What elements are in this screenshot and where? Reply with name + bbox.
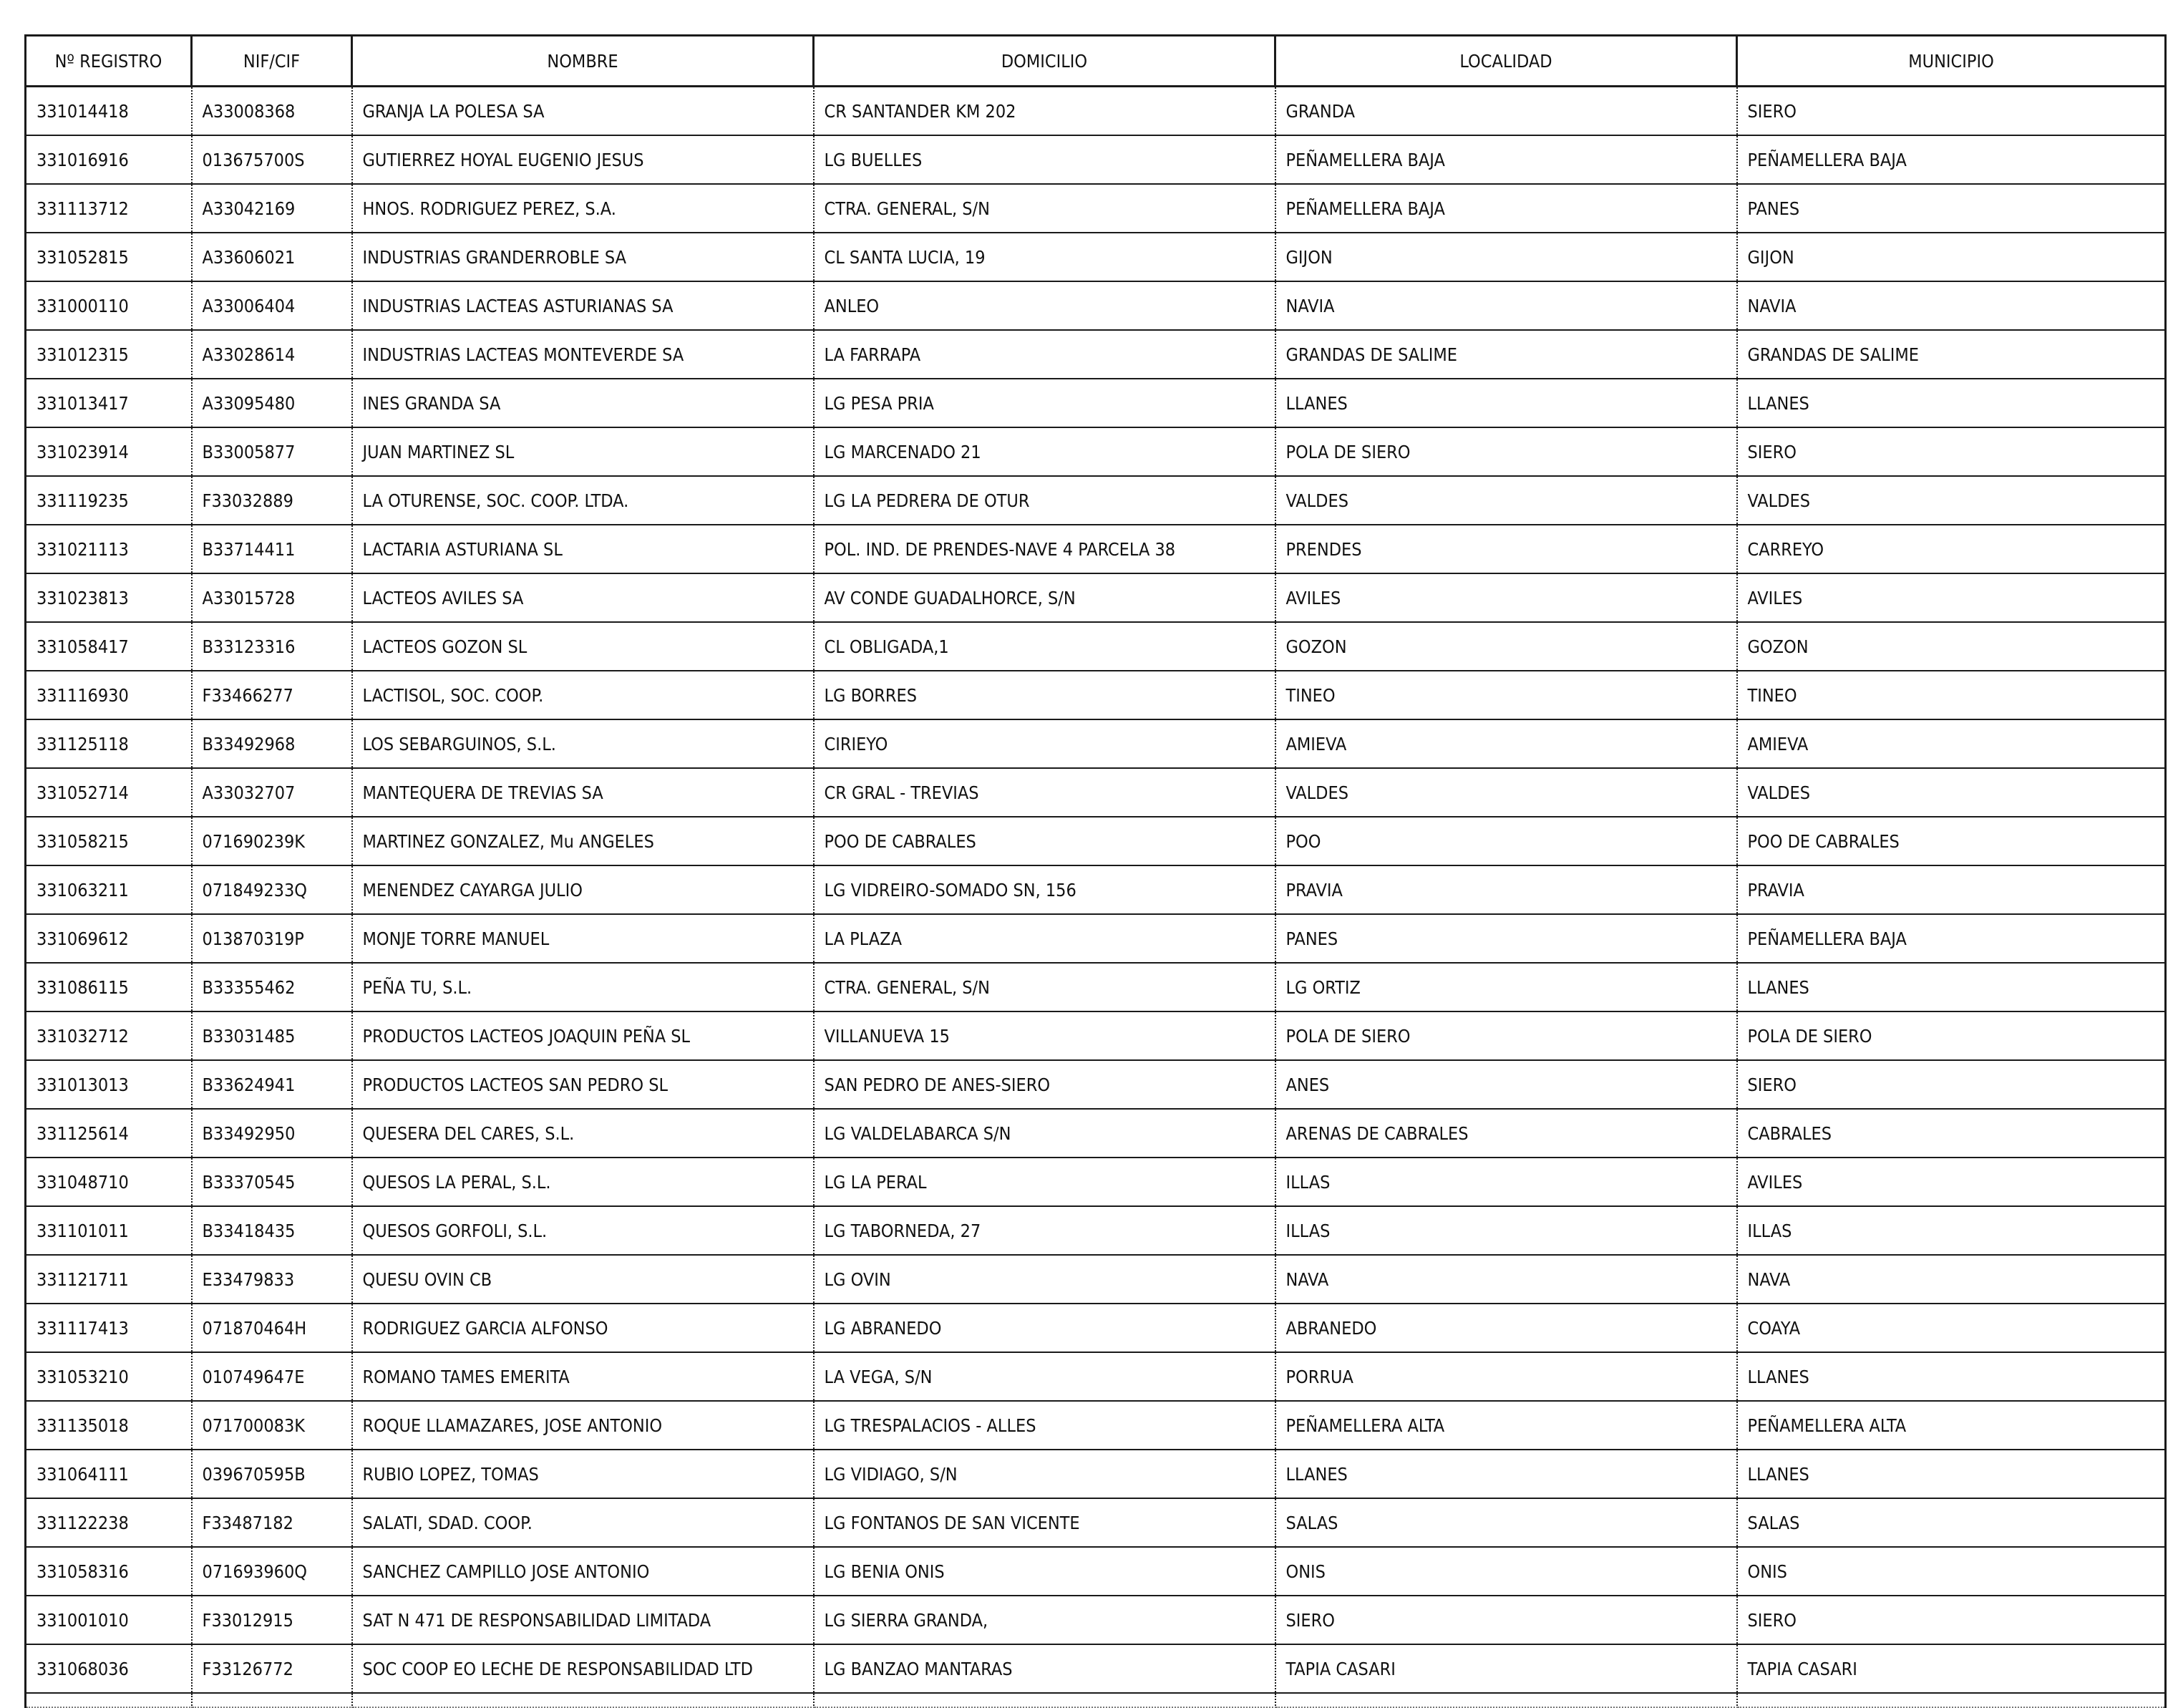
cell-registro: 331069612 [26,914,192,963]
cell-localidad: LG ORTIZ [1275,963,1737,1011]
cell-municipio: GRANDAS DE SALIME [1737,330,2166,379]
registry-table [24,34,2167,1708]
cell-municipio: CABRALES [1737,1109,2166,1158]
cell-nombre: QUESU OVIN CB [352,1255,814,1304]
cell-nif-cif: 013675700S [192,135,352,184]
cell-nombre: HNOS. RODRIGUEZ PEREZ, S.A. [352,184,814,233]
cell-localidad: NAVIA [1275,281,1737,330]
cell-domicilio: LG ABRANEDO [814,1304,1275,1352]
cell-registro: 331058316 [26,1547,192,1596]
cell-registro: 331023914 [26,427,192,476]
cell-localidad: VALDES [1275,476,1737,525]
cell-registro: 331052815 [26,233,192,281]
cell-nombre: LOS SEBARGUINOS, S.L. [352,719,814,768]
cell-municipio: COAYA [1737,1304,2166,1352]
cell-municipio: LLANES [1737,1450,2166,1498]
cell-localidad: SALAS [1275,1498,1737,1547]
table-row [26,622,2166,671]
cell-municipio: NAVA [1737,1255,2166,1304]
table-row [26,427,2166,476]
cell-domicilio: LG TABORNEDA, 27 [814,1206,1275,1255]
cell-domicilio: CL OBLIGADA,1 [814,622,1275,671]
cell-domicilio: LG OVIN [814,1255,1275,1304]
table-row [26,1304,2166,1352]
cell-registro: 331016916 [26,135,192,184]
cell-domicilio: LG BUELLES [814,135,1275,184]
cell-nombre: MARTINEZ GONZALEZ, Mu ANGELES [352,817,814,865]
cell-localidad: LLANES [1275,1450,1737,1498]
cell-localidad: TAPIA CASARI [1275,1644,1737,1693]
cell-municipio: GOZON [1737,622,2166,671]
cell-nif-cif: F33487182 [192,1498,352,1547]
cell-nombre: INDUSTRIAS LACTEAS MONTEVERDE SA [352,330,814,379]
cell-localidad: GRANDAS DE SALIME [1275,330,1737,379]
cell-registro: 331122238 [26,1498,192,1547]
cell-localidad: AMIEVA [1275,719,1737,768]
cell-localidad: PEÑAMELLERA ALTA [1275,1401,1737,1450]
cell-localidad: POO [1275,817,1737,865]
cell-municipio: SIERO [1737,427,2166,476]
cell-municipio: SIERO [1737,1060,2166,1109]
cell-nif-cif: B33624941 [192,1060,352,1109]
cell-nombre: SOC COOP EO LECHE DE RESPONSABILIDAD LTD [352,1644,814,1693]
cell-localidad: PEÑAMELLERA BAJA [1275,135,1737,184]
cell-nif-cif: B33355462 [192,963,352,1011]
cell-nif-cif: F33466277 [192,671,352,719]
cell-nombre: INDUSTRIAS GRANDERROBLE SA [352,233,814,281]
cell-nombre: PRODUCTOS LACTEOS JOAQUIN PEÑA SL [352,1011,814,1060]
cell-nombre: LACTEOS AVILES SA [352,573,814,622]
cell-empty [1275,1693,1737,1707]
cell-empty [192,1693,352,1707]
cell-domicilio: LG PESA PRIA [814,379,1275,427]
cell-nif-cif: A33042169 [192,184,352,233]
cell-municipio: LLANES [1737,1352,2166,1401]
cell-nif-cif: A33606021 [192,233,352,281]
cell-registro: 331023813 [26,573,192,622]
table-row [26,963,2166,1011]
table-row [26,1158,2166,1206]
cell-nombre: MONJE TORRE MANUEL [352,914,814,963]
cell-registro: 331032712 [26,1011,192,1060]
cell-localidad: LLANES [1275,379,1737,427]
table-row [26,379,2166,427]
cell-registro: 331116930 [26,671,192,719]
cell-registro: 331001010 [26,1596,192,1644]
table-row [26,671,2166,719]
cell-municipio: GIJON [1737,233,2166,281]
cell-nif-cif: B33492968 [192,719,352,768]
cell-registro: 331014418 [26,87,192,136]
table-row [26,1011,2166,1060]
cell-localidad: PRAVIA [1275,865,1737,914]
cell-nif-cif: 071700083K [192,1401,352,1450]
cell-domicilio: LG SIERRA GRANDA, [814,1596,1275,1644]
table-row [26,87,2166,136]
cell-registro: 331101011 [26,1206,192,1255]
table-row [26,768,2166,817]
table-row [26,233,2166,281]
cell-nombre: SANCHEZ CAMPILLO JOSE ANTONIO [352,1547,814,1596]
cell-domicilio: LG LA PEDRERA DE OTUR [814,476,1275,525]
cell-localidad: ONIS [1275,1547,1737,1596]
cell-nombre: GRANJA LA POLESA SA [352,87,814,136]
cell-domicilio: LG BANZAO MANTARAS [814,1644,1275,1693]
cell-nif-cif: 071690239K [192,817,352,865]
cell-localidad: GRANDA [1275,87,1737,136]
cell-municipio: NAVIA [1737,281,2166,330]
cell-municipio: PEÑAMELLERA BAJA [1737,914,2166,963]
cell-localidad: GOZON [1275,622,1737,671]
cell-nif-cif: B33005877 [192,427,352,476]
table-row [26,1644,2166,1693]
cell-municipio: VALDES [1737,476,2166,525]
cell-registro: 331052714 [26,768,192,817]
cell-domicilio: LA FARRAPA [814,330,1275,379]
cell-domicilio: LG BENIA ONIS [814,1547,1275,1596]
cell-registro: 331048710 [26,1158,192,1206]
cell-localidad: ILLAS [1275,1206,1737,1255]
cell-municipio: CARREYO [1737,525,2166,573]
cell-nombre: LACTARIA ASTURIANA SL [352,525,814,573]
cell-localidad: GIJON [1275,233,1737,281]
cell-nif-cif: B33418435 [192,1206,352,1255]
cell-domicilio: SAN PEDRO DE ANES-SIERO [814,1060,1275,1109]
cell-nif-cif: 071849233Q [192,865,352,914]
cell-registro: 331121711 [26,1255,192,1304]
cell-nombre: LACTISOL, SOC. COOP. [352,671,814,719]
cell-municipio: LLANES [1737,963,2166,1011]
table-row [26,1450,2166,1498]
cell-municipio: SIERO [1737,1596,2166,1644]
cell-registro: 331058215 [26,817,192,865]
cell-domicilio: LG VIDIAGO, S/N [814,1450,1275,1498]
cell-domicilio: POL. IND. DE PRENDES-NAVE 4 PARCELA 38 [814,525,1275,573]
cell-localidad: TINEO [1275,671,1737,719]
header-domicilio: DOMICILIO [814,36,1275,87]
table-row [26,1352,2166,1401]
cell-nombre: QUESOS LA PERAL, S.L. [352,1158,814,1206]
cell-localidad: AVILES [1275,573,1737,622]
cell-localidad: PRENDES [1275,525,1737,573]
cell-domicilio: CTRA. GENERAL, S/N [814,963,1275,1011]
cell-domicilio: LG LA PERAL [814,1158,1275,1206]
table-row [26,525,2166,573]
cell-empty [26,1693,192,1707]
cell-municipio: SIERO [1737,87,2166,136]
cell-registro: 331064111 [26,1450,192,1498]
cell-registro: 331021113 [26,525,192,573]
cell-empty [814,1693,1275,1707]
cell-nombre: MANTEQUERA DE TREVIAS SA [352,768,814,817]
cell-domicilio: LA PLAZA [814,914,1275,963]
cell-municipio: SALAS [1737,1498,2166,1547]
cell-nif-cif: B33492950 [192,1109,352,1158]
header-registro: Nº REGISTRO [26,36,192,87]
cell-domicilio: ANLEO [814,281,1275,330]
cell-municipio: ONIS [1737,1547,2166,1596]
cell-empty [1737,1693,2166,1707]
cell-nombre: GUTIERREZ HOYAL EUGENIO JESUS [352,135,814,184]
table-row [26,135,2166,184]
cell-nombre: SAT N 471 DE RESPONSABILIDAD LIMITADA [352,1596,814,1644]
table-row [26,1255,2166,1304]
cell-registro: 331053210 [26,1352,192,1401]
cell-nif-cif: B33123316 [192,622,352,671]
cell-nif-cif: F33012915 [192,1596,352,1644]
cell-registro: 331117413 [26,1304,192,1352]
cell-municipio: TINEO [1737,671,2166,719]
cell-domicilio: VILLANUEVA 15 [814,1011,1275,1060]
table-row [26,184,2166,233]
cell-localidad: VALDES [1275,768,1737,817]
cell-domicilio: AV CONDE GUADALHORCE, S/N [814,573,1275,622]
cell-registro: 331135018 [26,1401,192,1450]
table-row [26,281,2166,330]
cell-nif-cif: B33714411 [192,525,352,573]
cell-localidad: POLA DE SIERO [1275,1011,1737,1060]
cell-registro: 331068036 [26,1644,192,1693]
cell-domicilio: CIRIEYO [814,719,1275,768]
cell-registro: 331058417 [26,622,192,671]
table-row [26,476,2166,525]
cell-nif-cif: A33032707 [192,768,352,817]
cell-nif-cif: 010749647E [192,1352,352,1401]
header-row [26,36,2166,87]
cell-nif-cif: 071870464H [192,1304,352,1352]
cell-localidad: ANES [1275,1060,1737,1109]
table-row [26,1596,2166,1644]
cell-domicilio: LG TRESPALACIOS - ALLES [814,1401,1275,1450]
cell-nombre: QUESERA DEL CARES, S.L. [352,1109,814,1158]
cell-domicilio: LG BORRES [814,671,1275,719]
table-row [26,330,2166,379]
cell-domicilio: CR GRAL - TREVIAS [814,768,1275,817]
cell-municipio: AMIEVA [1737,719,2166,768]
cell-localidad: SIERO [1275,1596,1737,1644]
cell-registro: 331119235 [26,476,192,525]
cell-registro: 331113712 [26,184,192,233]
cell-registro: 331125118 [26,719,192,768]
table-row [26,865,2166,914]
cell-nombre: PEÑA TU, S.L. [352,963,814,1011]
cell-nombre: INDUSTRIAS LACTEAS ASTURIANAS SA [352,281,814,330]
cell-nif-cif: B33370545 [192,1158,352,1206]
table-row [26,1547,2166,1596]
cell-nombre: ROMANO TAMES EMERITA [352,1352,814,1401]
cell-nif-cif: F33032889 [192,476,352,525]
cell-nombre: JUAN MARTINEZ SL [352,427,814,476]
cell-registro: 331063211 [26,865,192,914]
cell-municipio: TAPIA CASARI [1737,1644,2166,1693]
cell-domicilio: LG FONTANOS DE SAN VICENTE [814,1498,1275,1547]
header-nif-cif: NIF/CIF [192,36,352,87]
cell-municipio: VALDES [1737,768,2166,817]
cell-registro: 331000110 [26,281,192,330]
cell-municipio: POLA DE SIERO [1737,1011,2166,1060]
cell-domicilio: LG VIDREIRO-SOMADO SN, 156 [814,865,1275,914]
cell-nombre: ROQUE LLAMAZARES, JOSE ANTONIO [352,1401,814,1450]
cell-domicilio: CTRA. GENERAL, S/N [814,184,1275,233]
cell-nif-cif: 071693960Q [192,1547,352,1596]
cell-domicilio: LA VEGA, S/N [814,1352,1275,1401]
cell-domicilio: CL SANTA LUCIA, 19 [814,233,1275,281]
table-row [26,1109,2166,1158]
cell-municipio: LLANES [1737,379,2166,427]
cell-localidad: ARENAS DE CABRALES [1275,1109,1737,1158]
table-row [26,573,2166,622]
cell-nombre: RODRIGUEZ GARCIA ALFONSO [352,1304,814,1352]
cell-nombre: INES GRANDA SA [352,379,814,427]
cell-nif-cif: A33015728 [192,573,352,622]
cell-domicilio: POO DE CABRALES [814,817,1275,865]
cell-nif-cif: B33031485 [192,1011,352,1060]
cell-localidad: POLA DE SIERO [1275,427,1737,476]
cell-municipio: PEÑAMELLERA ALTA [1737,1401,2166,1450]
cell-municipio: PRAVIA [1737,865,2166,914]
header-nombre: NOMBRE [352,36,814,87]
cell-municipio: PANES [1737,184,2166,233]
cell-nombre: MENENDEZ CAYARGA JULIO [352,865,814,914]
cell-nif-cif: 013870319P [192,914,352,963]
cell-localidad: PANES [1275,914,1737,963]
table-body [26,87,2166,1708]
cell-empty [352,1693,814,1707]
cell-municipio: POO DE CABRALES [1737,817,2166,865]
table-row [26,1401,2166,1450]
cell-nombre: LA OTURENSE, SOC. COOP. LTDA. [352,476,814,525]
cell-registro: 331013417 [26,379,192,427]
cell-registro: 331086115 [26,963,192,1011]
cell-domicilio: LG MARCENADO 21 [814,427,1275,476]
cell-nombre: LACTEOS GOZON SL [352,622,814,671]
cell-nombre: RUBIO LOPEZ, TOMAS [352,1450,814,1498]
cell-registro: 331013013 [26,1060,192,1109]
cell-localidad: PEÑAMELLERA BAJA [1275,184,1737,233]
cell-nif-cif: A33006404 [192,281,352,330]
cell-municipio: PEÑAMELLERA BAJA [1737,135,2166,184]
cell-localidad: ABRANEDO [1275,1304,1737,1352]
cell-domicilio: LG VALDELABARCA S/N [814,1109,1275,1158]
table-row [26,1206,2166,1255]
cell-nombre: SALATI, SDAD. COOP. [352,1498,814,1547]
cell-localidad: NAVA [1275,1255,1737,1304]
cell-nif-cif: 039670595B [192,1450,352,1498]
cell-nif-cif: F33126772 [192,1644,352,1693]
cell-nif-cif: A33028614 [192,330,352,379]
table-row [26,1498,2166,1547]
table-row [26,1060,2166,1109]
cell-nombre: PRODUCTOS LACTEOS SAN PEDRO SL [352,1060,814,1109]
cell-domicilio: CR SANTANDER KM 202 [814,87,1275,136]
cell-nif-cif: A33095480 [192,379,352,427]
header-municipio: MUNICIPIO [1737,36,2166,87]
cell-localidad: PORRUA [1275,1352,1737,1401]
cell-registro: 331012315 [26,330,192,379]
cell-municipio: AVILES [1737,573,2166,622]
cell-localidad: ILLAS [1275,1158,1737,1206]
table-row [26,719,2166,768]
cell-nif-cif: E33479833 [192,1255,352,1304]
header-localidad: LOCALIDAD [1275,36,1737,87]
cell-nif-cif: A33008368 [192,87,352,136]
cell-nombre: QUESOS GORFOLI, S.L. [352,1206,814,1255]
table-row [26,817,2166,865]
cell-municipio: ILLAS [1737,1206,2166,1255]
cell-municipio: AVILES [1737,1158,2166,1206]
cell-registro: 331125614 [26,1109,192,1158]
table-row [26,914,2166,963]
table-row-cutoff [26,1693,2166,1707]
